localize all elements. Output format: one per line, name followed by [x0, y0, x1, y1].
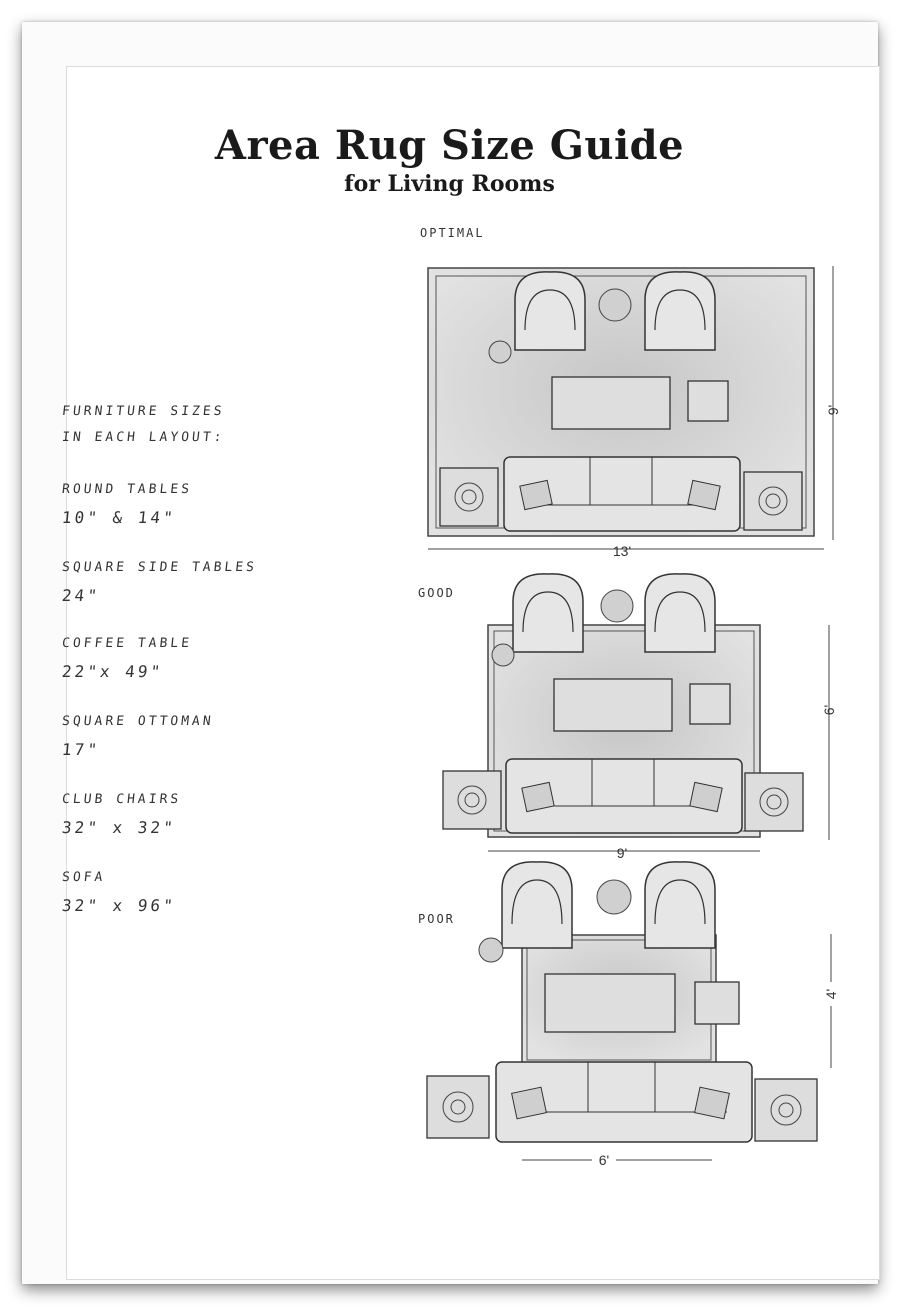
dim-poor-depth: 4' [823, 988, 839, 1000]
round-table [599, 289, 631, 321]
club-chair [645, 574, 715, 652]
sofa [506, 759, 742, 833]
page-subtitle: for Living Rooms [344, 171, 555, 197]
coffee-table [554, 679, 672, 731]
note-value-club-chairs: 32" x 32" [61, 818, 177, 837]
note-label-coffee-table: COFFEE TABLE [61, 636, 193, 651]
note-value-side-tables: 24" [61, 586, 101, 605]
club-chair [645, 272, 715, 350]
layout-optimal [428, 266, 841, 559]
dim-good-width: 9' [616, 845, 628, 861]
notes-heading-line2: IN EACH LAYOUT: [61, 430, 226, 445]
layout-good [443, 574, 837, 861]
side-table [440, 468, 498, 526]
label-optimal: OPTIMAL [420, 226, 485, 240]
side-table [755, 1079, 817, 1141]
note-label-club-chairs: CLUB CHAIRS [61, 792, 182, 807]
side-table [744, 472, 802, 530]
square-ottoman [690, 684, 730, 724]
note-label-side-tables: SQUARE SIDE TABLES [61, 560, 258, 575]
note-label-sofa: SOFA [61, 870, 107, 885]
note-value-sofa: 32" x 96" [61, 896, 177, 915]
dim-optimal-depth: 9' [825, 404, 841, 416]
dim-good-depth: 6' [821, 704, 837, 716]
label-good: GOOD [418, 586, 455, 600]
side-table [745, 773, 803, 831]
sofa [496, 1062, 752, 1142]
dim-optimal-width: 13' [612, 543, 632, 559]
coffee-table [552, 377, 670, 429]
note-value-round-tables: 10" & 14" [61, 508, 177, 527]
dim-poor-width: 6' [598, 1152, 610, 1168]
square-ottoman [688, 381, 728, 421]
layout-poor [427, 862, 839, 1168]
round-table [479, 938, 503, 962]
note-label-ottoman: SQUARE OTTOMAN [61, 714, 215, 729]
page-title: Area Rug Size Guide [214, 122, 685, 169]
round-table [601, 590, 633, 622]
label-poor: POOR [418, 912, 455, 926]
round-table [597, 880, 631, 914]
note-value-coffee-table: 22"x 49" [61, 662, 165, 681]
square-ottoman [695, 982, 739, 1024]
side-table [443, 771, 501, 829]
note-value-ottoman: 17" [61, 740, 101, 759]
coffee-table [545, 974, 675, 1032]
club-chair [515, 272, 585, 350]
round-table [489, 341, 511, 363]
club-chair [502, 862, 572, 948]
club-chair [513, 574, 583, 652]
note-label-round-tables: ROUND TABLES [61, 482, 193, 497]
club-chair [645, 862, 715, 948]
round-table [492, 644, 514, 666]
side-table [427, 1076, 489, 1138]
notes-heading-line1: FURNITURE SIZES [61, 404, 226, 419]
sofa [504, 457, 740, 531]
